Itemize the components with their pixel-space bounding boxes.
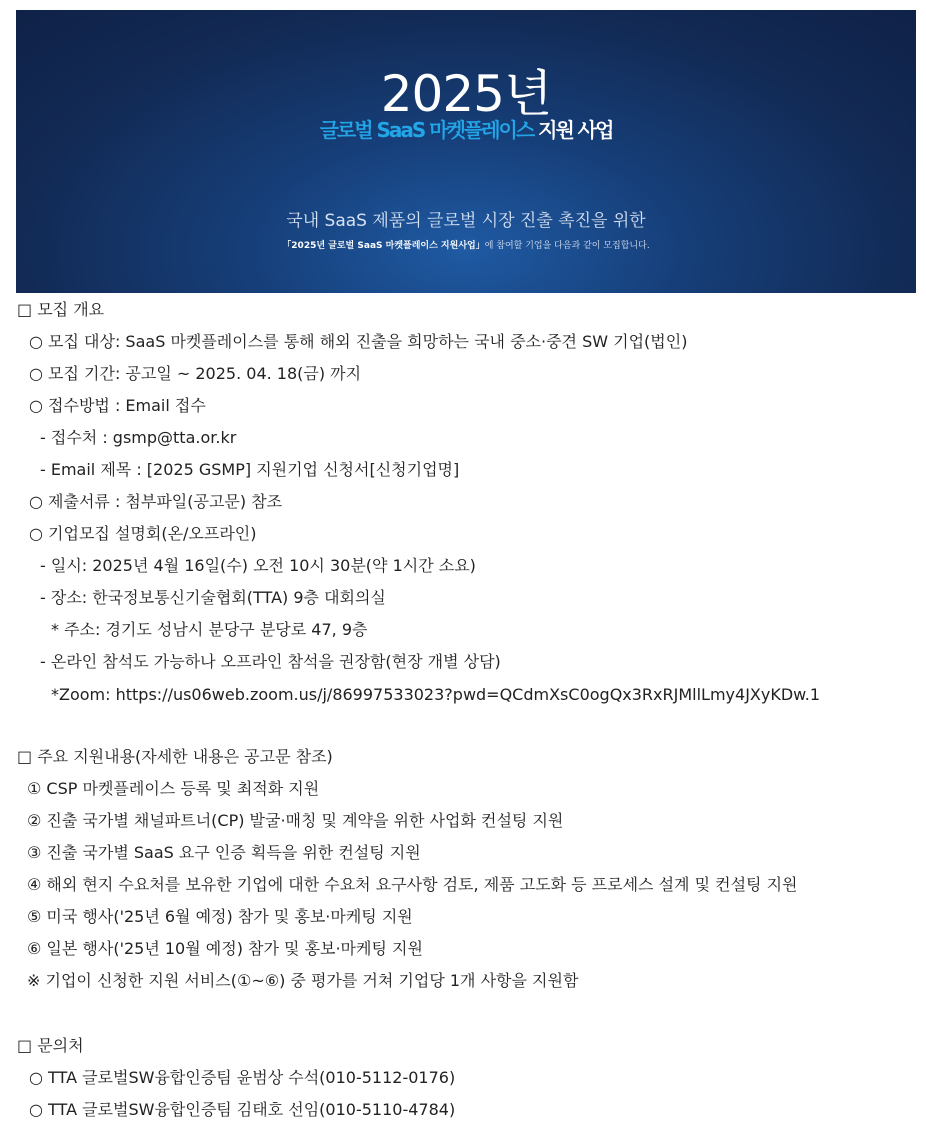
contact-item-2: ○ TTA 글로벌SW융합인증팀 김태호 선임(010-5110-4784) xyxy=(29,1100,456,1119)
sub-item-online-note: - 온라인 참석도 가능하나 오프라인 참석을 권장함(현장 개별 상담) xyxy=(40,652,501,671)
sub-note-address: * 주소: 경기도 성남시 분당구 분당로 47, 9층 xyxy=(51,620,368,639)
support-item-3: ③ 진출 국가별 SaaS 요구 인증 획득을 위한 컨설팅 지원 xyxy=(27,843,421,862)
support-item-1: ① CSP 마켓플레이스 등록 및 최적화 지원 xyxy=(27,779,320,798)
support-item-4: ④ 해외 현지 수요처를 보유한 기업에 대한 수요처 요구사항 검토, 제품 고도화 등 프로세스 설계 및 컨설팅 지원 xyxy=(27,875,798,894)
banner-headline-part1: 글로벌 SaaS 마켓플레이스 xyxy=(319,118,534,142)
bullet-info-session: ○ 기업모집 설명회(온/오프라인) xyxy=(29,524,257,543)
contact-item-1: ○ TTA 글로벌SW융합인증팀 윤범상 수석(010-5112-0176) xyxy=(29,1068,456,1087)
section-heading-overview: □ 모집 개요 xyxy=(17,300,105,319)
bullet-submission-method: ○ 접수방법 : Email 접수 xyxy=(29,396,206,415)
support-item-5: ⑤ 미국 행사('25년 6월 예정) 참가 및 홍보·마케팅 지원 xyxy=(27,907,413,926)
banner-headline xyxy=(16,114,916,143)
banner-subtitle-line2 xyxy=(16,238,916,251)
banner-year: 2025년 xyxy=(380,65,552,123)
bullet-recruit-period: ○ 모집 기간: 공고일 ~ 2025. 04. 18(금) 까지 xyxy=(29,364,362,383)
sub-item-email-subject: - Email 제목 : [2025 GSMP] 지원기업 신청서[신청기업명] xyxy=(40,460,460,479)
support-note: ※ 기업이 신청한 지원 서비스(①~⑥) 중 평가를 거쳐 기업당 1개 사항을 지원함 xyxy=(27,971,579,990)
support-item-2: ② 진출 국가별 채널파트너(CP) 발굴·매칭 및 계약을 위한 사업화 컨설팅 지원 xyxy=(27,811,564,830)
banner-subtitle-line1: 국내 SaaS 제품의 글로벌 시장 진출 촉진을 위한 xyxy=(286,211,646,231)
section-heading-contact: □ 문의처 xyxy=(17,1036,84,1055)
hero-banner xyxy=(16,10,916,293)
section-heading-support: □ 주요 지원내용(자세한 내용은 공고문 참조) xyxy=(17,747,333,766)
zoom-link[interactable]: *Zoom: https://us06web.zoom.us/j/86997533023?pwd=QCdmXsC0ogQx3RxRJMllLmy4JXyKDw.1 xyxy=(51,685,821,704)
bullet-documents: ○ 제출서류 : 첨부파일(공고문) 참조 xyxy=(29,492,283,511)
sub-item-submission-email[interactable]: - 접수처 : gsmp@tta.or.kr xyxy=(40,428,237,447)
bullet-recruit-target: ○ 모집 대상: SaaS 마켓플레이스를 통해 해외 진출을 희망하는 국내 중소·중견 SW 기업(법인) xyxy=(29,332,688,351)
banner-headline-part2: 지원 사업 xyxy=(538,118,613,142)
sub-item-session-place: - 장소: 한국정보통신기술협회(TTA) 9층 대회의실 xyxy=(40,588,386,607)
support-item-6: ⑥ 일본 행사('25년 10월 예정) 참가 및 홍보·마케팅 지원 xyxy=(27,939,423,958)
sub-item-session-date: - 일시: 2025년 4월 16일(수) 오전 10시 30분(약 1시간 소요) xyxy=(40,556,476,575)
banner-subtitle-bold: 「2025년 글로벌 SaaS 마켓플레이스 지원사업」 xyxy=(282,241,485,251)
banner-subtitle-rest: 에 참여할 기업을 다음과 같이 모집합니다. xyxy=(484,241,650,251)
